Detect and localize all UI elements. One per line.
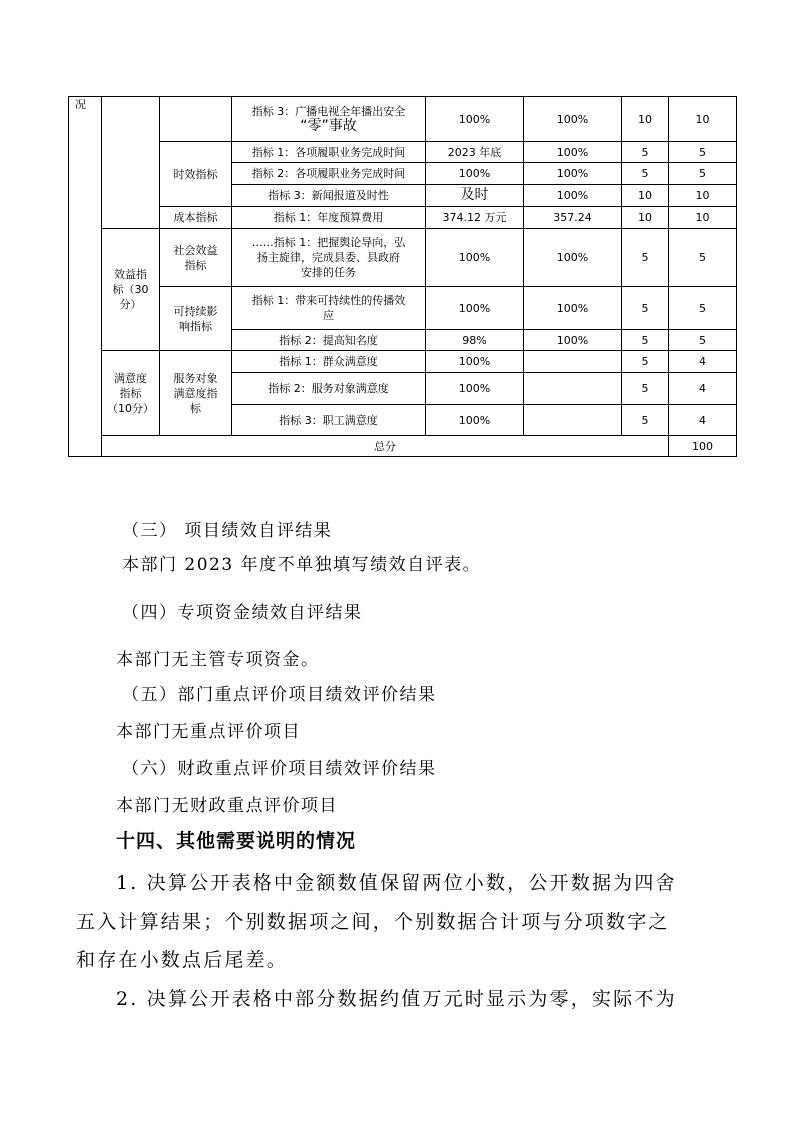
paragraph-1-line-1: 1. 决算公开表格中金额数值保留两位小数，公开数据为四舍 [116,872,677,894]
category-label-line: 满意度指 [173,386,218,400]
actual-cell [524,373,622,405]
actual-cell: 100% [524,163,622,185]
section-4-text: 本部门无主管专项资金。 [116,650,320,670]
indicator-cell: 指标 2：各项履职业务完成时间 [232,163,426,185]
category-label-line: 标 [190,401,201,415]
target-cell: 100% [426,373,524,405]
actual-cell [524,405,622,436]
target-cell: 及时 [426,185,524,207]
table-row [69,287,737,330]
performance-indicator-table [68,96,737,457]
score-cell: 4 [669,405,737,436]
paragraph-1-line-2: 五入计算结果；个别数据项之间，个别数据合计项与分项数字之 [76,911,670,933]
category-cell [160,351,232,436]
target-cell: 374.12 万元 [426,207,524,229]
indicator-cell: 指标 2：提高知名度 [232,330,426,351]
total-weight-cell: 100 [669,436,737,457]
category-label-line: 服务对象 [173,371,218,385]
actual-cell: 100% [524,229,622,287]
score-cell: 5 [669,287,737,330]
target-cell: 100% [426,97,524,142]
indicator-line: 指标 1：带来可持续性的传播效 [251,294,406,307]
indicator-cell: 指标 2：服务对象满意度 [232,373,426,405]
category-label-line: 社会效益 [173,243,218,257]
actual-cell: 100% [524,287,622,330]
group-label-line: 分） [119,298,142,311]
actual-cell: 357.24 [524,207,622,229]
indicator-line: 扬主旋律，完成县委、县政府 [257,251,400,264]
paragraph-2-line-1: 2. 决算公开表格中部分数据约值万元时显示为零，实际不为 [116,988,677,1010]
category-label-line: 指标 [184,258,207,272]
table-row [69,351,737,373]
section-3-text: 本部门 2023 年度不单独填写绩效自评表。 [122,555,482,575]
target-cell: 100% [426,351,524,373]
chapter-14-heading: 十四、其他需要说明的情况 [116,830,357,852]
group-cell [102,229,160,351]
target-cell: 100% [426,229,524,287]
indicator-cell: 指标 3：新闻报道及时性 [232,185,426,207]
weight-cell: 5 [622,163,669,185]
indicator-text-line2: “零”事故 [300,118,357,134]
score-cell: 5 [669,142,737,163]
paragraph-1-line-3: 和存在小数点后尾差。 [76,949,289,971]
group-label-line: 标（30 [112,283,149,296]
section-3-title: （三） 项目绩效自评结果 [122,521,333,541]
weight-cell: 5 [622,287,669,330]
score-cell: 10 [669,185,737,207]
weight-cell: 10 [622,207,669,229]
group-label-line: 满意度 [114,371,147,385]
target-cell: 2023 年底 [426,142,524,163]
actual-cell [524,351,622,373]
weight-cell: 10 [622,97,669,142]
group-label-line: （10分） [107,401,154,415]
weight-cell: 5 [622,373,669,405]
indicator-line: 应 [323,309,334,322]
actual-cell: 100% [524,97,622,142]
section-6-text: 本部门无财政重点评价项目 [116,796,338,816]
score-cell: 5 [669,330,737,351]
weight-cell: 5 [622,330,669,351]
category-cell: 成本指标 [160,207,232,229]
weight-cell: 5 [622,142,669,163]
actual-cell: 100% [524,142,622,163]
section-5-text: 本部门无重点评价项目 [116,722,301,742]
score-cell: 5 [669,163,737,185]
indicator-cell [232,97,426,142]
group-cell [102,351,160,436]
section-label-cell: 况 [69,97,102,457]
empty-subcategory-cell [160,97,232,142]
category-label-line: 可持续影 [173,304,218,318]
category-cell [160,287,232,351]
table-row [69,229,737,287]
total-label-cell: 总分 [102,436,669,457]
score-cell: 10 [669,207,737,229]
indicator-line: ……指标 1：把握舆论导向，弘 [251,236,406,249]
indicator-cell [232,229,426,287]
target-cell: 100% [426,163,524,185]
weight-cell: 5 [622,351,669,373]
empty-category-cell [102,97,160,229]
indicator-cell: 指标 1：群众满意度 [232,351,426,373]
indicator-cell: 指标 3：职工满意度 [232,405,426,436]
weight-cell: 5 [622,229,669,287]
weight-cell: 10 [622,185,669,207]
indicator-cell [232,287,426,330]
score-cell: 5 [669,229,737,287]
section-6-title: （六）财政重点评价项目绩效评价结果 [122,759,437,779]
table-row [69,142,737,163]
table-row [69,207,737,229]
category-cell [160,229,232,287]
weight-cell: 5 [622,405,669,436]
target-cell: 98% [426,330,524,351]
target-cell: 100% [426,405,524,436]
score-cell: 4 [669,373,737,405]
table-row [69,97,737,142]
group-label-line: 效益指 [114,268,147,281]
actual-cell: 100% [524,330,622,351]
section-5-title: （五）部门重点评价项目绩效评价结果 [122,685,437,705]
indicator-cell: 指标 1：各项履职业务完成时间 [232,142,426,163]
group-label-line: 指标 [119,386,142,400]
indicator-line: 安排的任务 [301,266,356,279]
indicator-cell: 指标 1：年度预算费用 [232,207,426,229]
total-row [69,436,737,457]
category-label-line: 响指标 [179,319,212,333]
indicator-text: 指标 3：广播电视全年播出安全 [251,105,406,118]
score-cell: 4 [669,351,737,373]
section-4-title: （四）专项资金绩效自评结果 [122,603,363,623]
target-cell: 100% [426,287,524,330]
score-cell: 10 [669,97,737,142]
actual-cell: 100% [524,185,622,207]
category-cell: 时效指标 [160,142,232,207]
